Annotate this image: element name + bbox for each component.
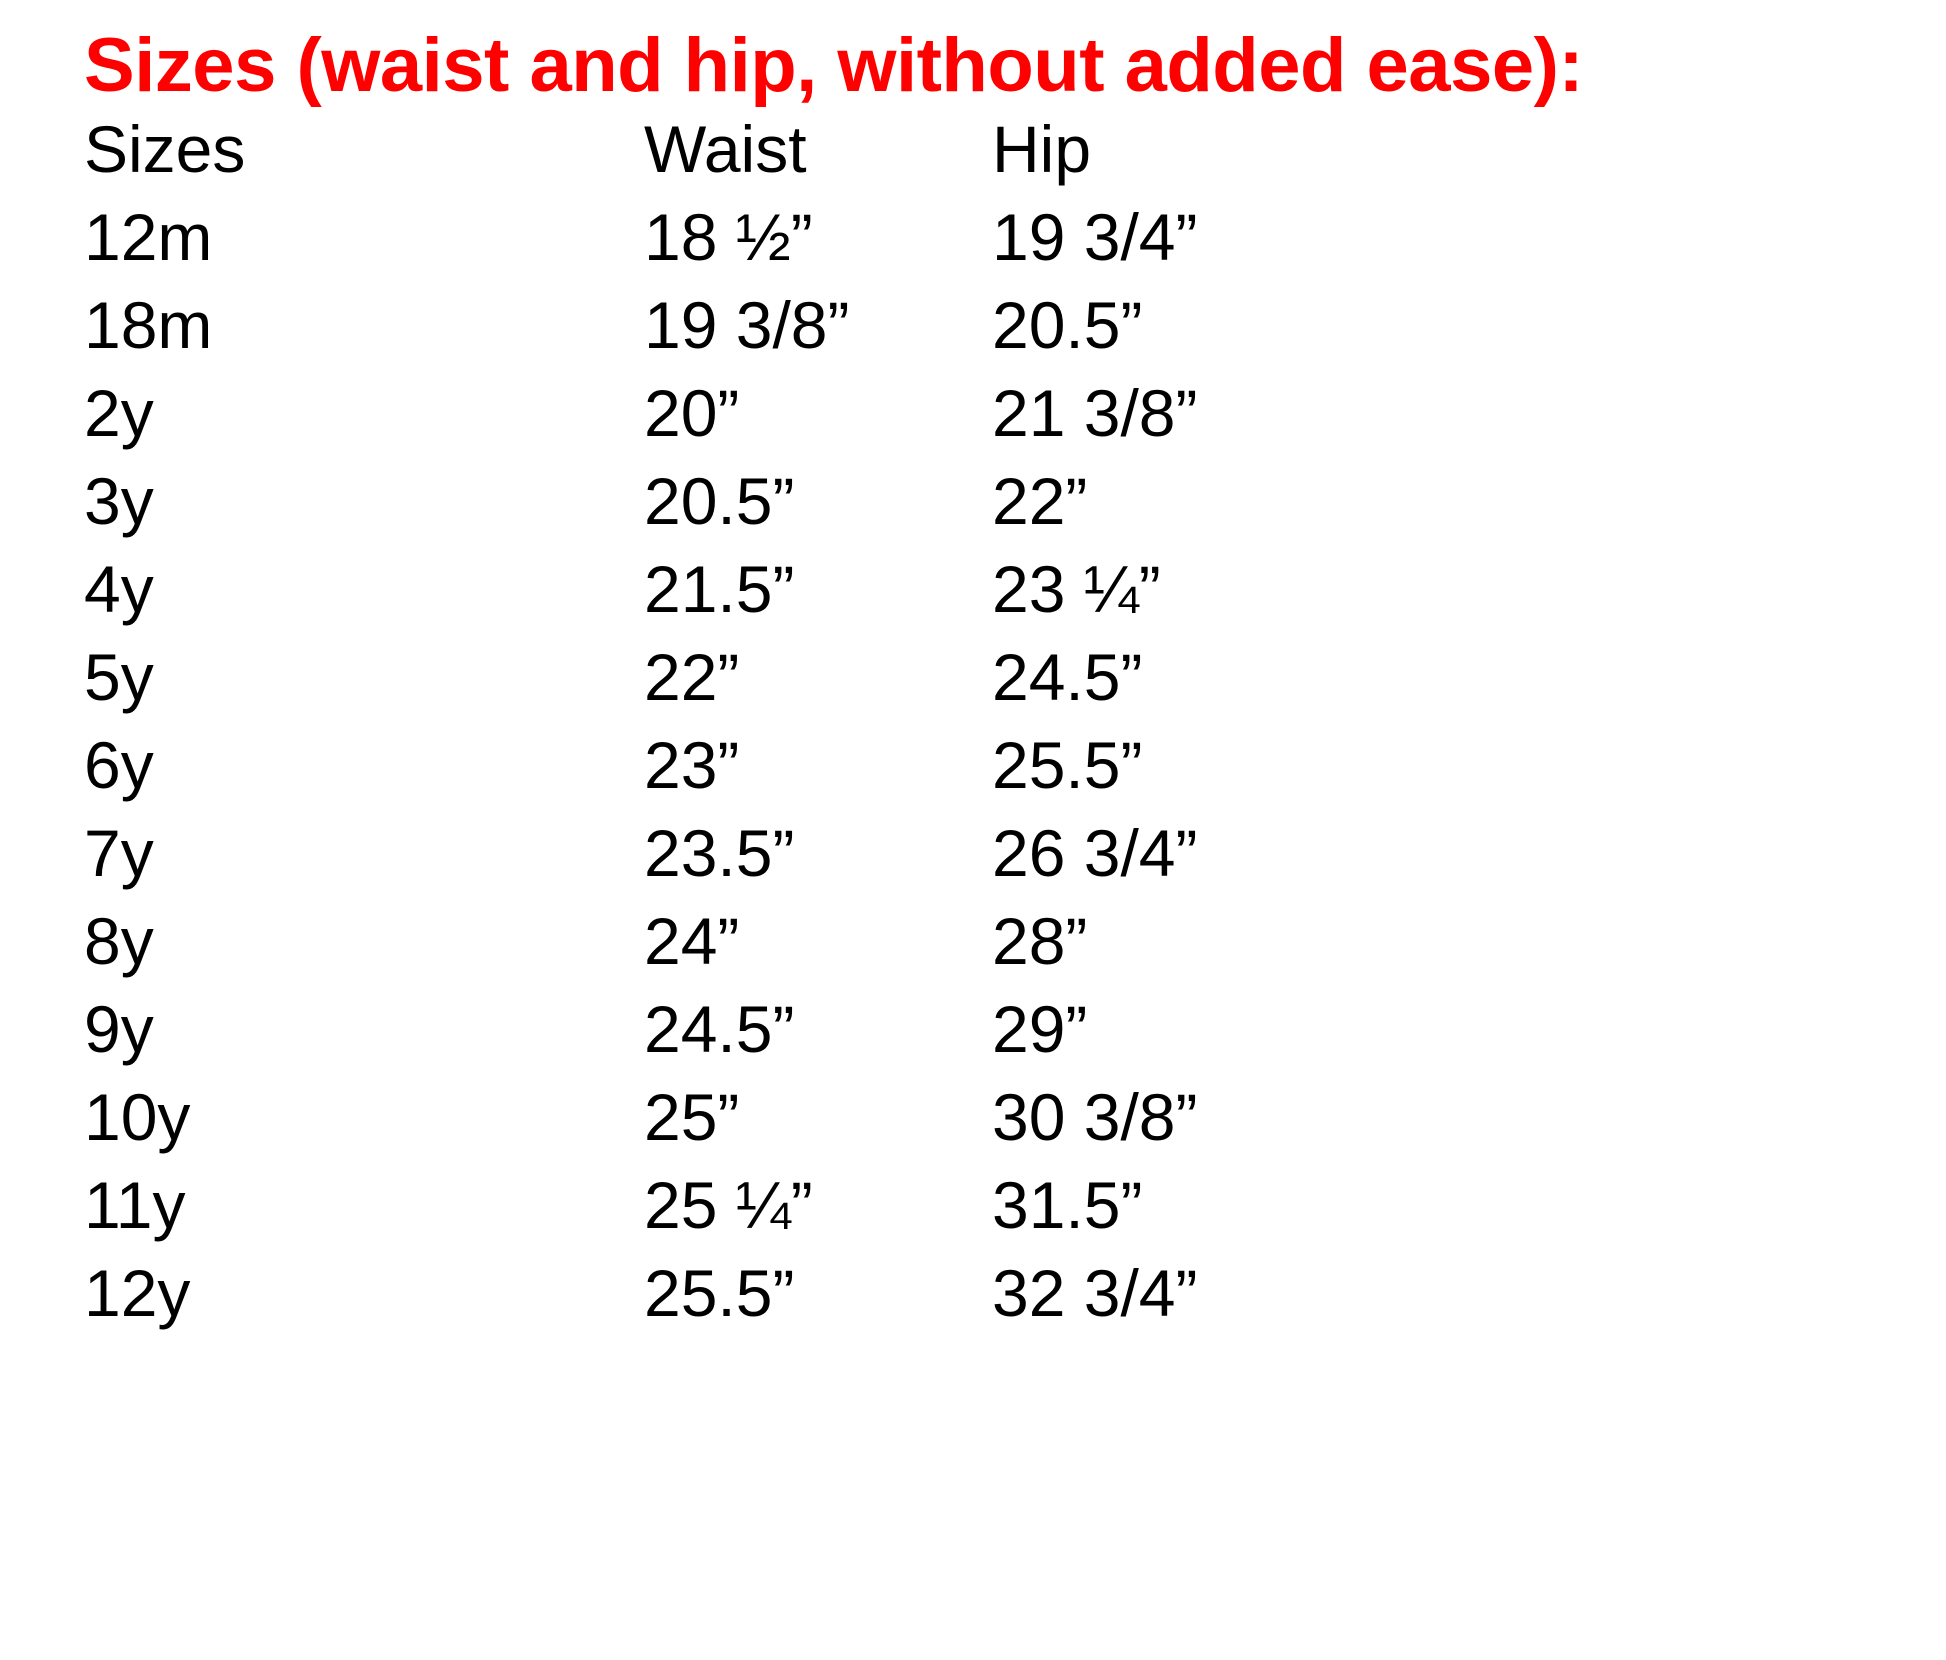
- cell-waist: 20.5”: [644, 464, 795, 538]
- cell-size: 5y: [84, 640, 154, 714]
- cell-size: 9y: [84, 992, 154, 1066]
- cell-waist: 23.5”: [644, 816, 795, 890]
- cell-size: 8y: [84, 904, 154, 978]
- table-row: [84, 1084, 1392, 1172]
- cell-waist: 18 ½”: [644, 200, 813, 274]
- cell-waist: 25”: [644, 1080, 740, 1154]
- cell-size: 18m: [84, 288, 213, 362]
- cell-hip: 31.5”: [992, 1168, 1143, 1242]
- cell-hip: 24.5”: [992, 640, 1143, 714]
- cell-waist: 25 ¼”: [644, 1168, 813, 1242]
- cell-waist: 24”: [644, 904, 740, 978]
- size-chart-table: [84, 112, 1392, 1348]
- cell-waist: 24.5”: [644, 992, 795, 1066]
- table-row: [84, 556, 1392, 644]
- table-header-row: [84, 116, 1392, 204]
- page-title: Sizes (waist and hip, without added ease):: [84, 23, 1584, 108]
- cell-hip: 23 ¼”: [992, 552, 1161, 626]
- cell-size: 4y: [84, 552, 154, 626]
- table-row: [84, 732, 1392, 820]
- cell-hip: 21 3/8”: [992, 376, 1198, 450]
- cell-size: 3y: [84, 464, 154, 538]
- cell-hip: 25.5”: [992, 728, 1143, 802]
- table-row: [84, 1172, 1392, 1260]
- cell-size: 6y: [84, 728, 154, 802]
- cell-size: 10y: [84, 1080, 191, 1154]
- cell-size: 12y: [84, 1256, 191, 1330]
- cell-hip: 32 3/4”: [992, 1256, 1198, 1330]
- table-row: [84, 996, 1392, 1084]
- cell-waist: 25.5”: [644, 1256, 795, 1330]
- table-row: [84, 468, 1392, 556]
- column-header-sizes: Sizes: [84, 112, 246, 186]
- cell-waist: 20”: [644, 376, 740, 450]
- table-row: [84, 292, 1392, 380]
- column-header-hip: Hip: [992, 112, 1092, 186]
- cell-waist: 21.5”: [644, 552, 795, 626]
- table-row: [84, 204, 1392, 292]
- cell-hip: 30 3/8”: [992, 1080, 1198, 1154]
- cell-hip: 19 3/4”: [992, 200, 1198, 274]
- cell-size: 2y: [84, 376, 154, 450]
- column-header-waist: Waist: [644, 112, 807, 186]
- cell-size: 7y: [84, 816, 154, 890]
- cell-hip: 26 3/4”: [992, 816, 1198, 890]
- table-row: [84, 820, 1392, 908]
- table-row: [84, 908, 1392, 996]
- table-row: [84, 1260, 1392, 1348]
- cell-hip: 20.5”: [992, 288, 1143, 362]
- cell-size: 11y: [84, 1168, 186, 1242]
- cell-waist: 22”: [644, 640, 740, 714]
- cell-hip: 29”: [992, 992, 1088, 1066]
- cell-waist: 23”: [644, 728, 740, 802]
- cell-waist: 19 3/8”: [644, 288, 850, 362]
- table-row: [84, 380, 1392, 468]
- cell-size: 12m: [84, 200, 213, 274]
- table-row: [84, 644, 1392, 732]
- cell-hip: 22”: [992, 464, 1088, 538]
- cell-hip: 28”: [992, 904, 1088, 978]
